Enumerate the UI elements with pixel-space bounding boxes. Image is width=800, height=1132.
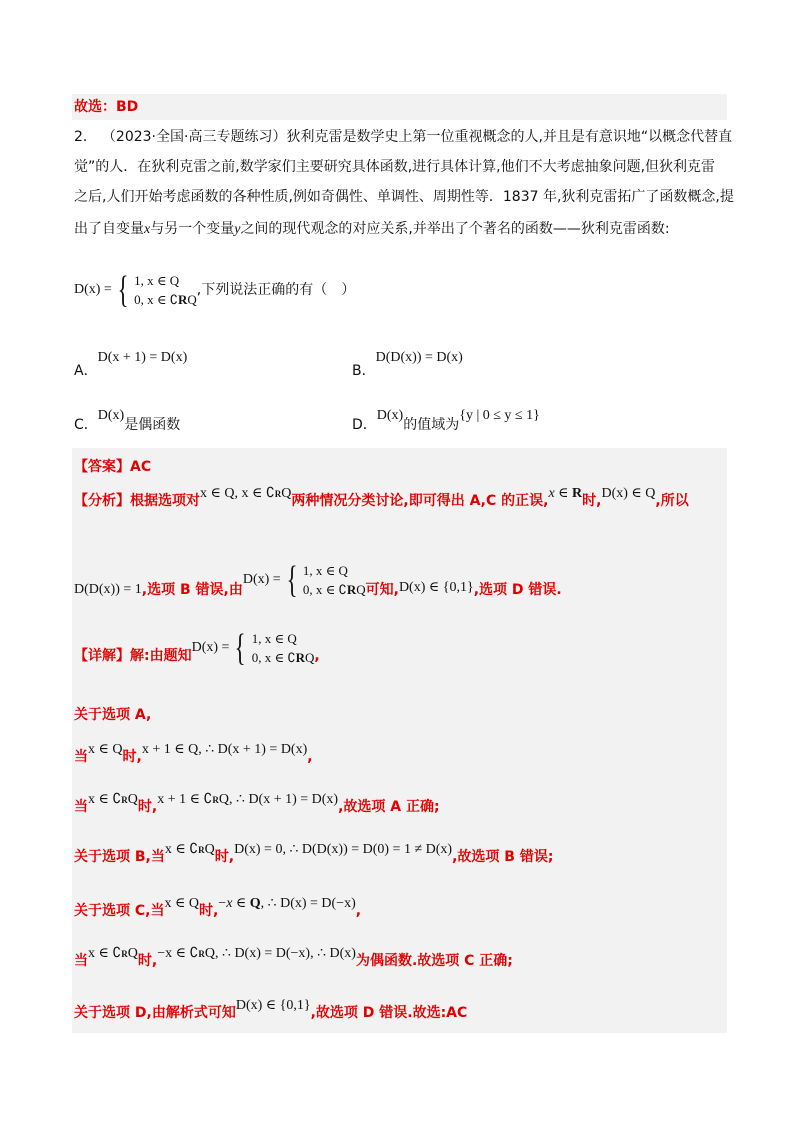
option-d-math: D(x) <box>376 408 404 423</box>
var-y: y <box>234 222 241 237</box>
detail-label: 【详解】解:由题知 <box>74 648 192 664</box>
detail-b-math-1: x ∈ ∁RQ <box>164 842 215 857</box>
def-lhs: D(x) = <box>74 282 112 297</box>
analysis-text-1: 两种情况分类讨论,即可得出 A,C 的正误, <box>291 493 549 509</box>
prev-answer-band <box>72 94 727 120</box>
option-a[interactable] <box>74 350 188 379</box>
def-case-2: 0, x ∈ ∁ <box>134 292 178 307</box>
detail-def-cases: 1, x ∈ Q 0, x ∈ ∁RQ <box>251 631 315 665</box>
question-line-1 <box>74 126 732 148</box>
analysis-text-4: ,选项 B 错误,由 <box>141 582 243 598</box>
option-d[interactable] <box>352 408 540 431</box>
q4-mid: 与另一个变量 <box>150 221 235 237</box>
dirichlet-definition <box>74 270 355 310</box>
option-d-text: 的值域为 <box>403 417 460 433</box>
question-line-2: 觉”的人．在狄利克雷之前,数学家们主要研究具体函数,进行具体计算,他们不大考虑抽象问题,但狄利克雷 <box>74 159 716 175</box>
answer-line: 【答案】AC <box>74 459 152 475</box>
detail-end: , <box>314 648 320 664</box>
detail-c2-math-3: , ∴ D(x) = D(−x) <box>215 946 311 961</box>
detail-a1-math-3: , ∴ D(x + 1) = D(x) <box>198 742 308 757</box>
question-source: （2023·全国·高三专题练习） <box>108 129 287 145</box>
def-cases <box>134 271 197 309</box>
question-number: 2． <box>74 129 97 145</box>
detail-a-head: 关于选项 A, <box>74 707 152 723</box>
option-a-label: A． <box>74 363 98 379</box>
detail-c1-math-3: , ∴ D(x) = D(−x) <box>260 896 356 911</box>
analysis-def-cases: 1, x ∈ Q 0, x ∈ ∁RQ <box>302 563 366 597</box>
analysis-text-3: ,所以 <box>655 493 689 509</box>
def-case-2-q: Q <box>187 292 197 307</box>
detail-c-line-2: 当x ∈ ∁RQ时,−x ∈ ∁RQ, ∴ D(x) = D(−x), ∴ D(x)为偶函数.故选项 C 正确; <box>74 946 513 969</box>
var-x: x <box>144 222 151 237</box>
detail-c1-math-2: −x ∈ Q <box>218 896 261 911</box>
def-case-1: 1, x ∈ Q <box>134 273 180 288</box>
analysis-math-3: D(x) ∈ Q <box>601 486 656 501</box>
detail-a2-math-2: x + 1 ∈ ∁RQ <box>157 792 230 807</box>
detail-a2-math-3: , ∴ D(x + 1) = D(x) <box>229 792 339 807</box>
detail-c2-math-4: , ∴ D(x) <box>310 946 356 961</box>
analysis-label: 【分析】根据选项对 <box>74 493 200 509</box>
detail-c2-math-1: x ∈ ∁RQ <box>88 946 138 961</box>
def-case-2-r: R <box>178 292 188 307</box>
option-a-math: D(x + 1) = D(x) <box>97 350 188 365</box>
question-line-3: 之后,人们开始考虑函数的各种性质,例如奇偶性、单调性、周期性等．1837 年,狄利克雷拓广了函数概念,提 <box>74 189 734 205</box>
option-c-text: 是偶函数 <box>124 417 181 433</box>
detail-c1-math-1: x ∈ Q <box>164 896 199 911</box>
analysis-line-2 <box>74 560 562 600</box>
analysis-def-brace: { <box>286 559 298 601</box>
detail-a-line-2: 当x ∈ ∁RQ时,x + 1 ∈ ∁RQ, ∴ D(x + 1) = D(x),故选项 A 正确; <box>74 792 440 815</box>
detail-a-line-1: 当x ∈ Q时,x + 1 ∈ Q, ∴ D(x + 1) = D(x), <box>74 742 313 765</box>
analysis-math-2: x ∈ R <box>548 486 583 501</box>
detail-d-math: D(x) ∈ {0,1} <box>235 998 311 1013</box>
option-c-label: C． <box>74 417 98 433</box>
question-text-1: 狄利克雷是数学史上第一位重视概念的人,并且是有意识地“以概念代替直 <box>286 129 733 145</box>
analysis-math-1: x ∈ Q, x ∈ ∁RQ <box>200 486 292 501</box>
analysis-math-4: D(D(x)) = 1 <box>74 582 142 597</box>
option-b-label: B． <box>352 363 376 379</box>
analysis-line-1 <box>74 486 689 513</box>
detail-a1-math-1: x ∈ Q <box>88 742 123 757</box>
option-c[interactable] <box>74 408 180 431</box>
detail-d-line: 关于选项 D,由解析式可知D(x) ∈ {0,1},故选项 D 错误.故选:AC <box>74 998 468 1021</box>
analysis-math-5: D(x) ∈ {0,1} <box>398 580 474 595</box>
prev-answer: 故选：BD <box>74 99 139 115</box>
option-b-math: D(D(x)) = D(x) <box>375 350 463 365</box>
analysis-text-6: ,选项 D 错误. <box>473 582 562 598</box>
detail-b-math-3: , ∴ D(D(x)) = D(0) = 1 ≠ D(x) <box>282 842 453 857</box>
q4-post: 之间的现代观念的对应关系,并举出了个著名的函数——狄利克雷函数: <box>240 221 670 237</box>
analysis-text-5: 可知, <box>365 582 399 598</box>
option-b[interactable] <box>352 350 463 379</box>
detail-b-line: 关于选项 B,当x ∈ ∁RQ时,D(x) = 0, ∴ D(D(x)) = D(0) = 1 ≠ D(x),故选项 B 错误; <box>74 842 554 865</box>
option-d-label: D． <box>352 417 377 433</box>
detail-b-math-2: D(x) = 0 <box>234 842 283 857</box>
detail-a1-math-2: x + 1 ∈ Q <box>141 742 199 757</box>
q4-pre: 出了自变量 <box>74 221 144 237</box>
detail-def-lhs: D(x) = <box>191 640 230 655</box>
detail-line <box>74 628 320 668</box>
detail-def-brace: { <box>235 627 247 669</box>
detail-c-line-1: 关于选项 C,当x ∈ Q时,−x ∈ Q, ∴ D(x) = D(−x), <box>74 896 362 919</box>
analysis-def-lhs: D(x) = <box>242 572 281 587</box>
option-c-math: D(x) <box>97 408 125 423</box>
question-line-4 <box>74 218 670 241</box>
option-d-set: {y | 0 ≤ y ≤ 1} <box>459 408 540 423</box>
def-brace: { <box>117 269 129 311</box>
analysis-text-2: 时, <box>582 493 602 509</box>
detail-c2-math-2: −x ∈ ∁RQ <box>157 946 216 961</box>
detail-a2-math-1: x ∈ ∁RQ <box>88 792 138 807</box>
question-prompt: ,下列说法正确的有（ ） <box>196 282 356 298</box>
